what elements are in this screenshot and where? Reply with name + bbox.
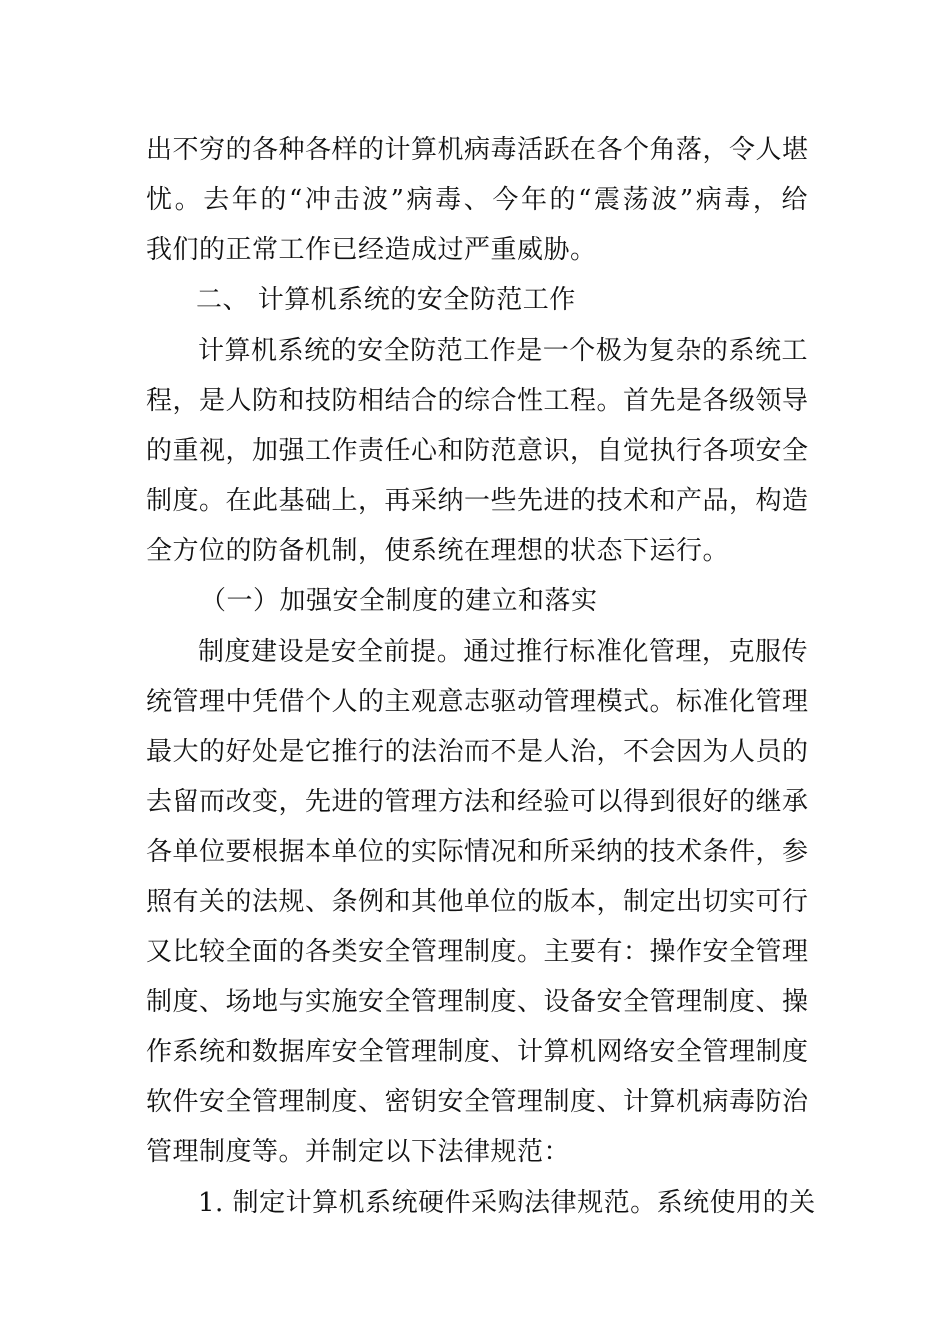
body-text-line: 作系统和数据库安全管理制度、计算机网络安全管理制度 (146, 1037, 809, 1067)
body-text-line: 软件安全管理制度、密钥安全管理制度、计算机病毒防治 (146, 1087, 809, 1117)
section-heading: 二、 计算机系统的安全防范工作 (196, 285, 576, 315)
body-text-line: 又比较全面的各类安全管理制度。主要有：操作安全管理 (146, 937, 809, 967)
body-text-line: 制度建设是安全前提。通过推行标准化管理，克服传 (198, 637, 808, 667)
body-text-line: 各单位要根据本单位的实际情况和所采纳的技术条件，参 (146, 837, 809, 867)
body-text-line: 去留而改变，先进的管理方法和经验可以得到很好的继承 (146, 787, 809, 817)
body-text-line: 出不穷的各种各样的计算机病毒活跃在各个角落，令人堪 (146, 135, 809, 165)
body-text-line: 照有关的法规、条例和其他单位的版本，制定出切实可行 (146, 887, 809, 917)
list-item-text: 1. 制定计算机系统硬件采购法律规范。系统使用的关 (198, 1188, 816, 1218)
body-text-line: 制度、场地与实施安全管理制度、设备安全管理制度、操 (146, 987, 809, 1017)
body-text-line: 最大的好处是它推行的法治而不是人治，不会因为人员的 (146, 737, 809, 767)
body-text-line: 我们的正常工作已经造成过严重威胁。 (146, 235, 597, 265)
body-text-line: 计算机系统的安全防范工作是一个极为复杂的系统工 (198, 336, 808, 366)
body-text-line: 的重视，加强工作责任心和防范意识，自觉执行各项安全 (146, 436, 809, 466)
body-text-line: 管理制度等。并制定以下法律规范： (146, 1137, 571, 1167)
body-text-line: 忧。去年的“冲击波”病毒、今年的“震荡波”病毒，给 (146, 185, 808, 215)
subsection-heading: （一）加强安全制度的建立和落实 (200, 586, 598, 616)
body-text-line: 程，是人防和技防相结合的综合性工程。首先是各级领导 (146, 386, 809, 416)
body-text-line: 制度。在此基础上，再采纳一些先进的技术和产品，构造 (146, 486, 809, 516)
body-text-line: 统管理中凭借个人的主观意志驱动管理模式。标准化管理 (146, 687, 809, 717)
body-text-line: 全方位的防备机制，使系统在理想的状态下运行。 (146, 536, 730, 566)
